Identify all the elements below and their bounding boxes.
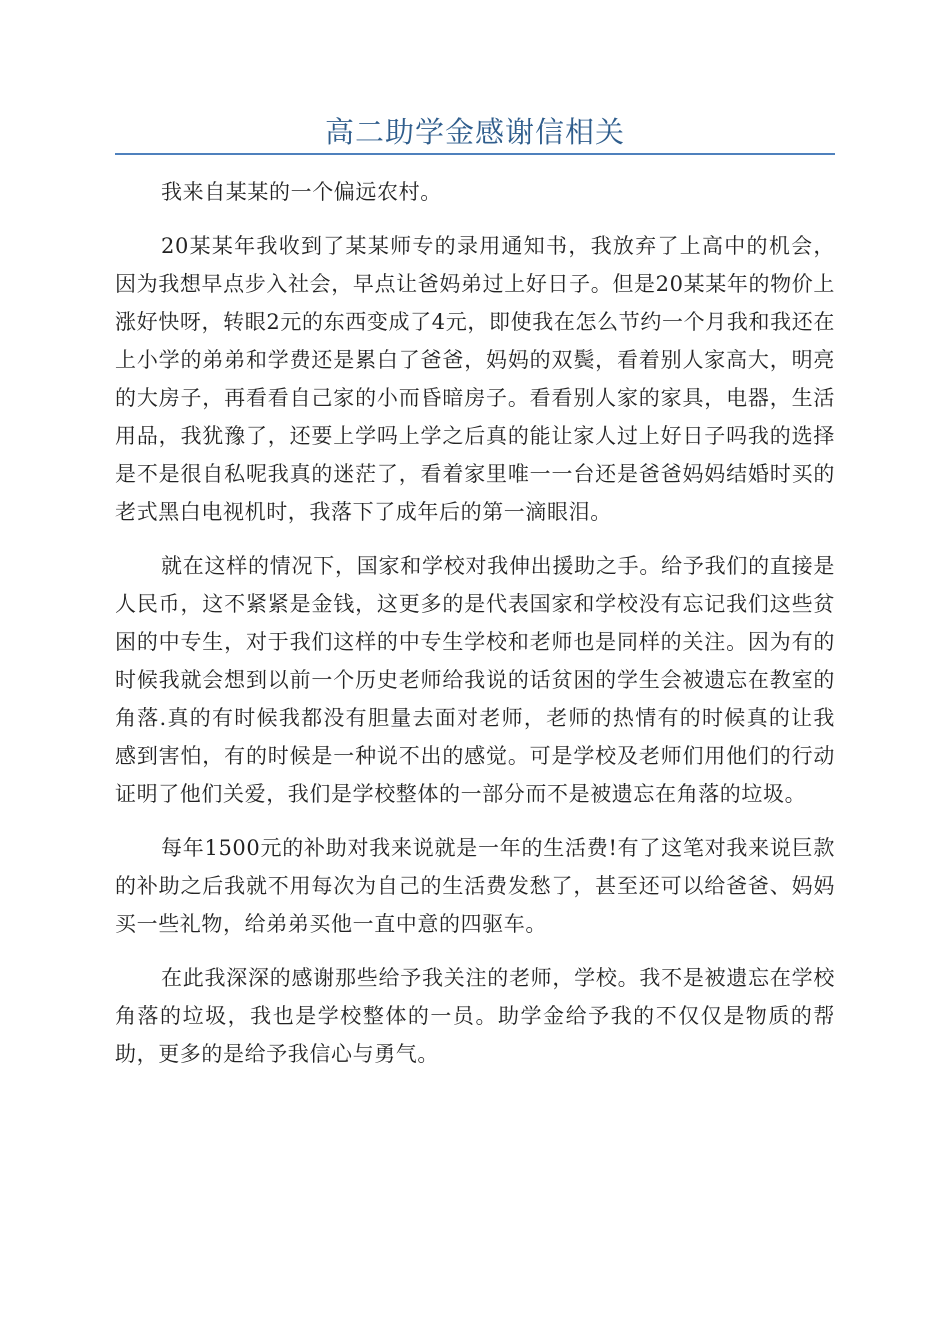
document-title: 高二助学金感谢信相关 — [324, 115, 625, 149]
paragraph-5: 在此我深深的感谢那些给予我关注的老师，学校。我不是被遗忘在学校角落的垃圾，我也是学校整体的一员。助学金给予我的不仅仅是物质的帮助，更多的是给予我信心与勇气。 — [115, 966, 835, 1066]
paragraph-3: 就在这样的情况下，国家和学校对我伸出援助之手。给予我们的直接是人民币，这不紧紧是金钱，这更多的是代表国家和学校没有忘记我们这些贫困的中专生，对于我们这样的中专生学校和老师也是同样的关注。因为有的时候我就会想到以前一个历史老师给我说的话贫困的学生会被遗忘在教室的角落.真的有时候我都没有胆量去面对老师，老师的热情有的时候真的让我感到害怕，有的时候是一种说不出的感觉。可是学校及老师们用他们的行动证明了他们关爱，我们是学校整体的一部分而不是被遗忘在角落的垃圾。 — [115, 554, 835, 806]
document-body — [115, 173, 835, 1089]
paragraph-1: 我来自某某的一个偏远农村。 — [161, 180, 442, 204]
paragraph-2: 20某某年我收到了某某师专的录用通知书，我放弃了上高中的机会，因为我想早点步入社会，早点让爸妈弟过上好日子。但是20某某年的物价上涨好快呀，转眼2元的东西变成了4元，即使我在怎么节约一个月我和我还在上小学的弟弟和学费还是累白了爸爸，妈妈的双鬓，看着别人家高大，明亮的大房子，再看看自己家的小而昏暗房子。看看别人家的家具，电器，生活用品，我犹豫了，还要上学吗上学之后真的能让家人过上好日子吗我的选择是不是很自私呢我真的迷茫了，看着家里唯一一台还是爸爸妈妈结婚时买的老式黑白电视机时，我落下了成年后的第一滴眼泪。 — [115, 234, 835, 524]
paragraph-4: 每年1500元的补助对我来说就是一年的生活费!有了这笔对我来说巨款的补助之后我就不用每次为自己的生活费发愁了，甚至还可以给爸爸、妈妈买一些礼物，给弟弟买他一直中意的四驱车。 — [115, 836, 835, 936]
title-underline — [115, 153, 835, 155]
